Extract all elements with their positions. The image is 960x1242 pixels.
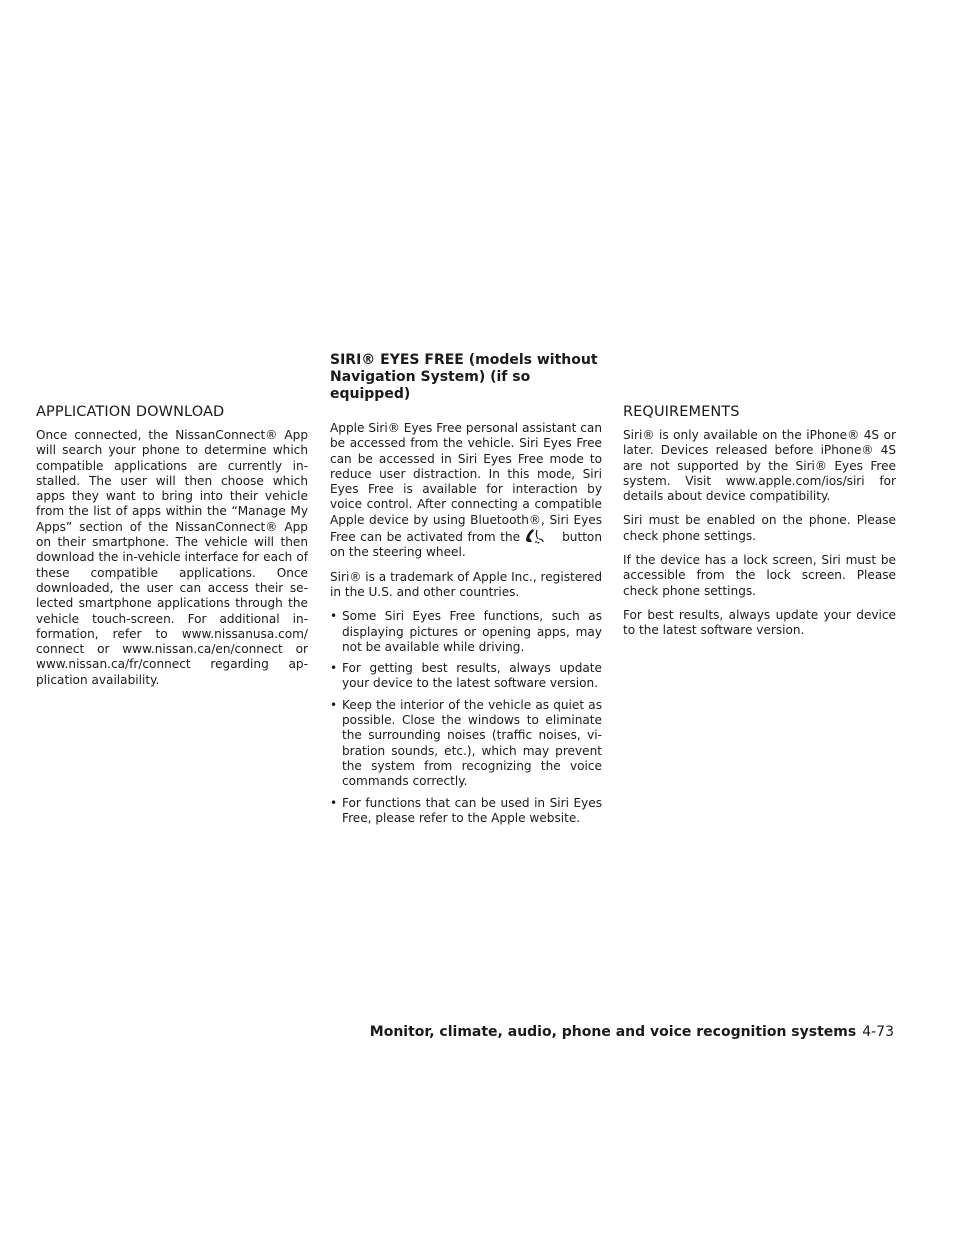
page-number: 4-73 <box>862 1024 894 1040</box>
column-application-download <box>36 404 308 697</box>
column-requirements <box>623 404 896 648</box>
list-item <box>330 661 602 692</box>
list-item <box>330 609 602 655</box>
application-download-heading: APPLICATION DOWNLOAD <box>36 404 225 420</box>
siri-tips-list <box>330 609 602 826</box>
list-item-text: For getting best results, always update your device to the latest software version. <box>342 661 602 691</box>
list-item <box>330 796 602 827</box>
requirements-heading: REQUIREMENTS <box>623 404 740 420</box>
bullet-dot: • <box>330 609 338 624</box>
requirements-paragraph: For best results, always update your device to the latest software version. <box>623 607 896 638</box>
column-siri-eyes-free <box>330 352 602 832</box>
requirements-paragraph: Siri® is only available on the iPhone® 4S or later. Devices released before iPhone® 4S are not supported by the Siri® Eyes Free system. Visit www.apple.com/ios/siri for details about device compatibility. <box>623 428 896 504</box>
page-footer <box>370 1024 894 1040</box>
siri-intro-paragraph <box>330 421 602 561</box>
bullet-dot: • <box>330 795 338 810</box>
siri-trademark-paragraph: Siri® is a trademark of Apple Inc., registered in the U.S. and other countries. <box>330 569 602 599</box>
requirements-paragraph: If the device has a lock screen, Siri must be accessible from the lock screen. Please check phone settings. <box>623 553 896 598</box>
steering-talk-icon <box>524 528 546 544</box>
list-item-text: Some Siri Eyes Free functions, such as displaying pictures or opening apps, may not be available while driving. <box>342 609 602 654</box>
siri-intro-text-after-icon: button on the steering wheel. <box>330 530 602 560</box>
list-item <box>330 698 602 790</box>
siri-intro-text-before-icon: Apple Siri® Eyes Free personal assistant can be accessed from the vehicle. Siri Eyes Free can be accessed in Siri Eyes Free mode to reduce user distraction. In this mode, Siri Eyes Free is available for interaction by voice control. After connecting a compatible Apple device by using Bluetooth®, Siri Eyes Free can be activated from the <box>330 421 602 545</box>
requirements-paragraph: Siri must be enabled on the phone. Please check phone settings. <box>623 513 896 543</box>
bullet-dot: • <box>330 661 338 676</box>
list-item-text: For functions that can be used in Siri Eyes Free, please refer to the Apple website. <box>342 795 602 825</box>
list-item-text: Keep the interior of the vehicle as quiet as possible. Close the windows to eliminate the surrounding noises (traffic noises, vibration sounds, etc.), which may prevent the system from recognizing the voice commands correctly. <box>342 697 602 789</box>
application-download-paragraph: Once connected, the NissanConnect® App will search your phone to determine which compatible applications are currently installed. The user will then choose which apps they want to bring into their vehicle from the list of apps within the “Manage My Apps” section of the NissanConnect® App on their smartphone. The vehicle will then download the in-vehicle interface for each of these compatible applications. Once downloaded, the user can access their selected smartphone applications through the vehicle touch-screen. For additional information, refer to www.nissanusa.com/ connect or www.nissan.ca/en/connect or www.nissan.ca/fr/connect regarding application availability. <box>36 428 308 687</box>
siri-eyes-free-heading: SIRI® EYES FREE (models without Navigation System) (if so equipped) <box>330 352 598 402</box>
footer-section-title: Monitor, climate, audio, phone and voice recognition systems <box>369 1024 857 1040</box>
bullet-dot: • <box>330 697 338 712</box>
